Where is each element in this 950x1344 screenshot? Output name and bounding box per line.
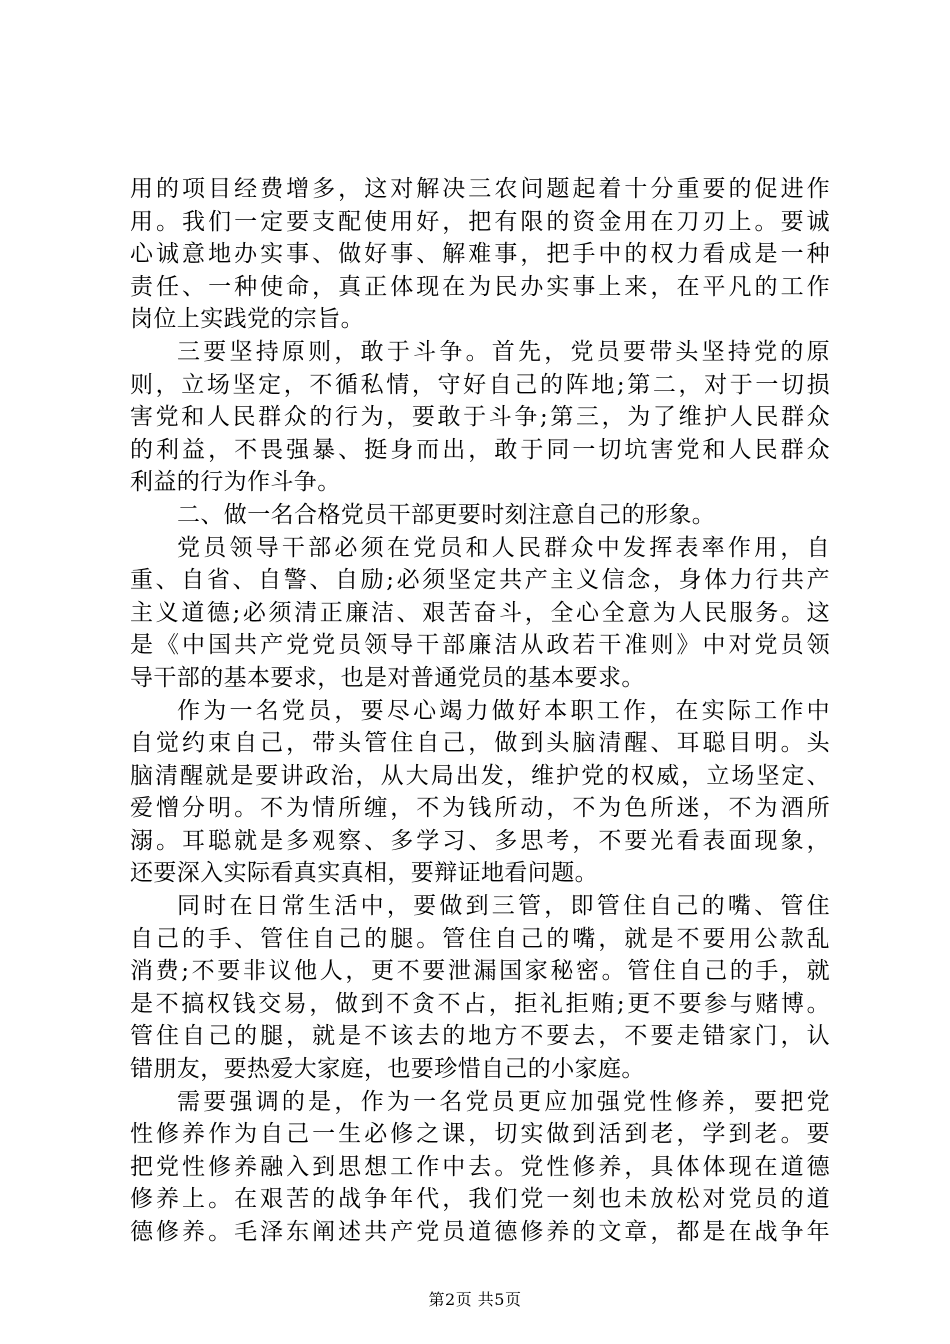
text-line: 作为一名党员，要尽心竭力做好本职工作，在实际工作中 — [177, 697, 830, 724]
text-line: 则，立场坚定，不循私情，守好自己的阵地;第二，对于一切损 — [130, 371, 830, 398]
text-line: 利益的行为作斗争。 — [130, 469, 341, 496]
text-line: 责任、一种使命，真正体现在为民办实事上来，在平凡的工作 — [130, 273, 830, 300]
text-line: 还要深入实际看真实真相，要辩证地看问题。 — [130, 860, 598, 887]
text-line: 自己的手、管住自己的腿。管住自己的嘴，就是不要用公款乱 — [130, 925, 830, 952]
text-line: 是不搞权钱交易，做到不贪不占，拒礼拒贿;更不要参与赌博。 — [130, 990, 830, 1017]
text-line: 岗位上实践党的宗旨。 — [130, 306, 364, 333]
text-line: 脑清醒就是要讲政治，从大局出发，维护党的权威，立场坚定、 — [130, 762, 830, 789]
text-line: 溺。耳聪就是多观察、多学习、多思考，不要光看表面现象， — [130, 827, 830, 854]
text-line: 的利益，不畏强暴、挺身而出，敢于同一切坑害党和人民群众 — [130, 436, 830, 463]
text-line: 主义道德;必须清正廉洁、艰苦奋斗，全心全意为人民服务。这 — [130, 599, 830, 626]
text-line: 导干部的基本要求，也是对普通党员的基本要求。 — [130, 664, 645, 691]
text-line: 心诚意地办实事、做好事、解难事，把手中的权力看成是一种 — [130, 241, 830, 268]
text-line: 用。我们一定要支配使用好，把有限的资金用在刀刃上。要诚 — [130, 208, 830, 235]
text-line: 管住自己的腿，就是不该去的地方不要去，不要走错家门，认 — [130, 1023, 830, 1050]
text-line: 修养上。在艰苦的战争年代，我们党一刻也未放松对党员的道 — [130, 1186, 830, 1213]
text-line: 重、自省、自警、自励;必须坚定共产主义信念，身体力行共产 — [130, 567, 830, 594]
text-line: 党员领导干部必须在党员和人民群众中发挥表率作用，自 — [177, 534, 830, 561]
text-line: 需要强调的是，作为一名党员更应加强党性修养，要把党 — [177, 1088, 830, 1115]
text-line: 自觉约束自己，带头管住自己，做到头脑清醒、耳聪目明。头 — [130, 730, 830, 757]
text-line: 把党性修养融入到思想工作中去。党性修养，具体体现在道德 — [130, 1153, 830, 1180]
page-footer: 第2页 共5页 — [428, 1290, 522, 1309]
text-line: 德修养。毛泽东阐述共产党员道德修养的文章，都是在战争年 — [130, 1219, 830, 1245]
text-line: 害党和人民群众的行为，要敢于斗争;第三，为了维护人民群众 — [130, 404, 830, 431]
text-line: 错朋友，要热爱大家庭，也要珍惜自己的小家庭。 — [130, 1056, 645, 1083]
text-line: 同时在日常生活中，要做到三管，即管住自己的嘴、管住 — [177, 893, 830, 920]
text-line: 用的项目经费增多，这对解决三农问题起着十分重要的促进作 — [130, 176, 830, 202]
text-line: 三要坚持原则，敢于斗争。首先，党员要带头坚持党的原 — [177, 338, 830, 365]
text-line: 二、做一名合格党员干部更要时刻注意自己的形象。 — [177, 501, 716, 528]
text-line: 是《中国共产党党员领导干部廉洁从政若干准则》中对党员领 — [130, 632, 830, 659]
text-line: 性修养作为自己一生必修之课，切实做到活到老，学到老。要 — [130, 1121, 830, 1148]
text-line: 消费;不要非议他人，更不要泄漏国家秘密。管住自己的手，就 — [130, 958, 830, 985]
document-body — [130, 173, 830, 1249]
text-line: 爱憎分明。不为情所缠，不为钱所动，不为色所迷，不为酒所 — [130, 795, 830, 822]
